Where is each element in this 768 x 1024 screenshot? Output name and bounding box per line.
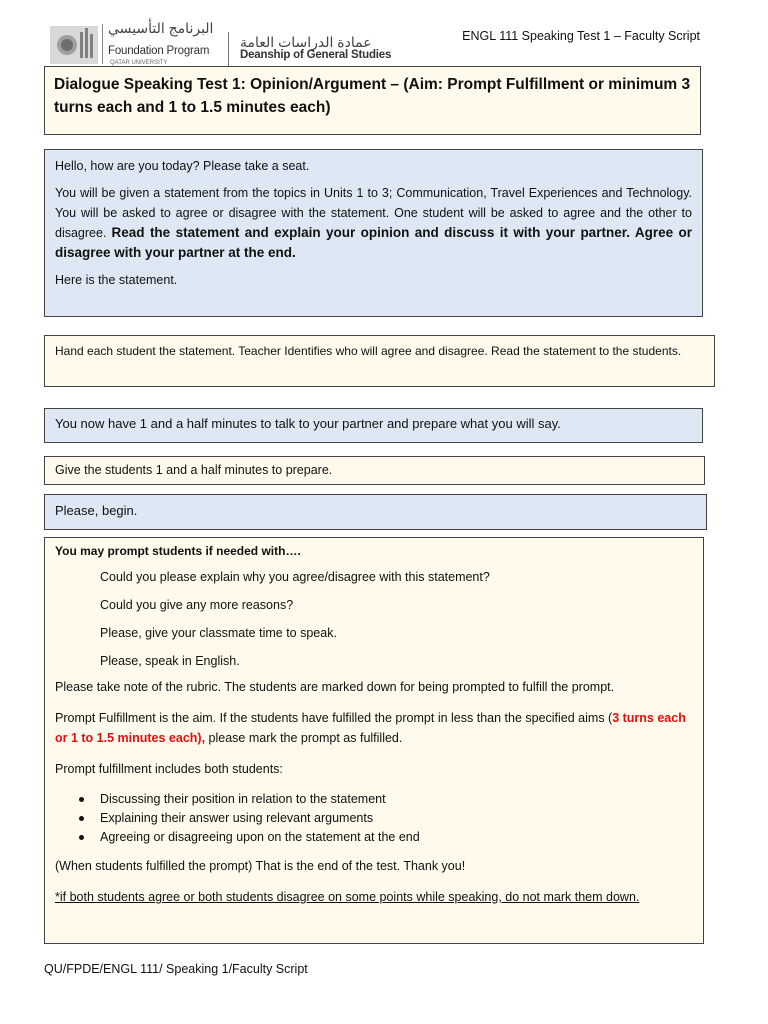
instructions-bold-text: Read the statement and explain your opinion and discuss it with your partner. Agree or disagree with your partner at the end. (55, 225, 692, 260)
deanship-english-name: Deanship of General Studies (240, 49, 392, 61)
program-english-name: Foundation Program (108, 45, 210, 57)
includes-text: Prompt fulfillment includes both students: (55, 762, 283, 776)
title-box (44, 66, 701, 135)
logo-divider (228, 32, 229, 66)
prompt-question: Could you give any more reasons? (100, 598, 294, 612)
prompt-question: Please, speak in English. (100, 654, 240, 668)
instructions-paragraph (55, 183, 692, 263)
aim-text-end: please mark the prompt as fulfilled. (205, 731, 403, 745)
end-note: (When students fulfilled the prompt) That is the end of the test. Thank you! (55, 859, 466, 873)
prompt-question: Please, give your classmate time to speak. (100, 626, 337, 640)
begin-box (44, 494, 707, 530)
prep-time-text: You now have 1 and a half minutes to talk to your partner and prepare what you will say. (55, 416, 561, 431)
statement-line: Here is the statement. (55, 273, 178, 287)
intro-box (44, 149, 703, 317)
university-small-label: QATAR UNIVERSITY (110, 60, 168, 66)
hand-out-text: Hand each student the statement. Teacher Identifies who will agree and disagree. Read the statement to the students. (55, 344, 682, 358)
prompt-question: Could you please explain why you agree/disagree with this statement? (100, 570, 490, 584)
prompts-box (44, 537, 704, 944)
prep-time-box (44, 408, 703, 443)
rubric-note: Please take note of the rubric. The students are marked down for being prompted to fulfill the prompt. (55, 680, 615, 694)
prep-note-text: Give the students 1 and a half minutes to prepare. (55, 463, 333, 477)
logo-divider (102, 24, 103, 64)
deanship-arabic-name: عمادة الدراسات العامة (240, 34, 372, 50)
footnote: *if both students agree or both students disagree on some points while speaking, do not mark them down. (55, 890, 640, 904)
university-emblem-icon (50, 26, 98, 64)
begin-text: Please, begin. (55, 503, 138, 518)
greeting-text: Hello, how are you today? Please take a seat. (55, 159, 310, 173)
aim-paragraph (55, 708, 693, 748)
hand-out-box (44, 335, 715, 387)
prep-note-box (44, 456, 705, 485)
aim-text: Prompt Fulfillment is the aim. If the students have fulfilled the prompt in less than the specified aims ( (55, 711, 613, 725)
page-title: Dialogue Speaking Test 1: Opinion/Argument – (Aim: Prompt Fulfillment or minimum 3 turns each and 1 to 1.5 minutes each) (54, 76, 691, 116)
university-logo (50, 18, 390, 68)
page-footer: QU/FPDE/ENGL 111/ Speaking 1/Faculty Script (44, 962, 308, 976)
program-arabic-name: البرنامج التأسيسي (108, 20, 214, 36)
fulfillment-list (55, 790, 693, 847)
list-item: Discussing their position in relation to the statement (100, 790, 693, 809)
list-item: Explaining their answer using relevant arguments (100, 809, 693, 828)
aim-highlight: 3 turns each or 1 to 1.5 minutes each), (55, 711, 686, 745)
document-label: ENGL 111 Speaking Test 1 – Faculty Script (462, 29, 700, 43)
instructions-text: You will be given a statement from the topics in Units 1 to 3; Communication, Travel Experiences and Technology. You will be asked to agree or disagree with the statement. One student will be asked to agree and the other to disagree. (55, 186, 692, 240)
list-item: Agreeing or disagreeing upon on the statement at the end (100, 828, 693, 847)
prompts-title: You may prompt students if needed with…. (55, 544, 301, 558)
